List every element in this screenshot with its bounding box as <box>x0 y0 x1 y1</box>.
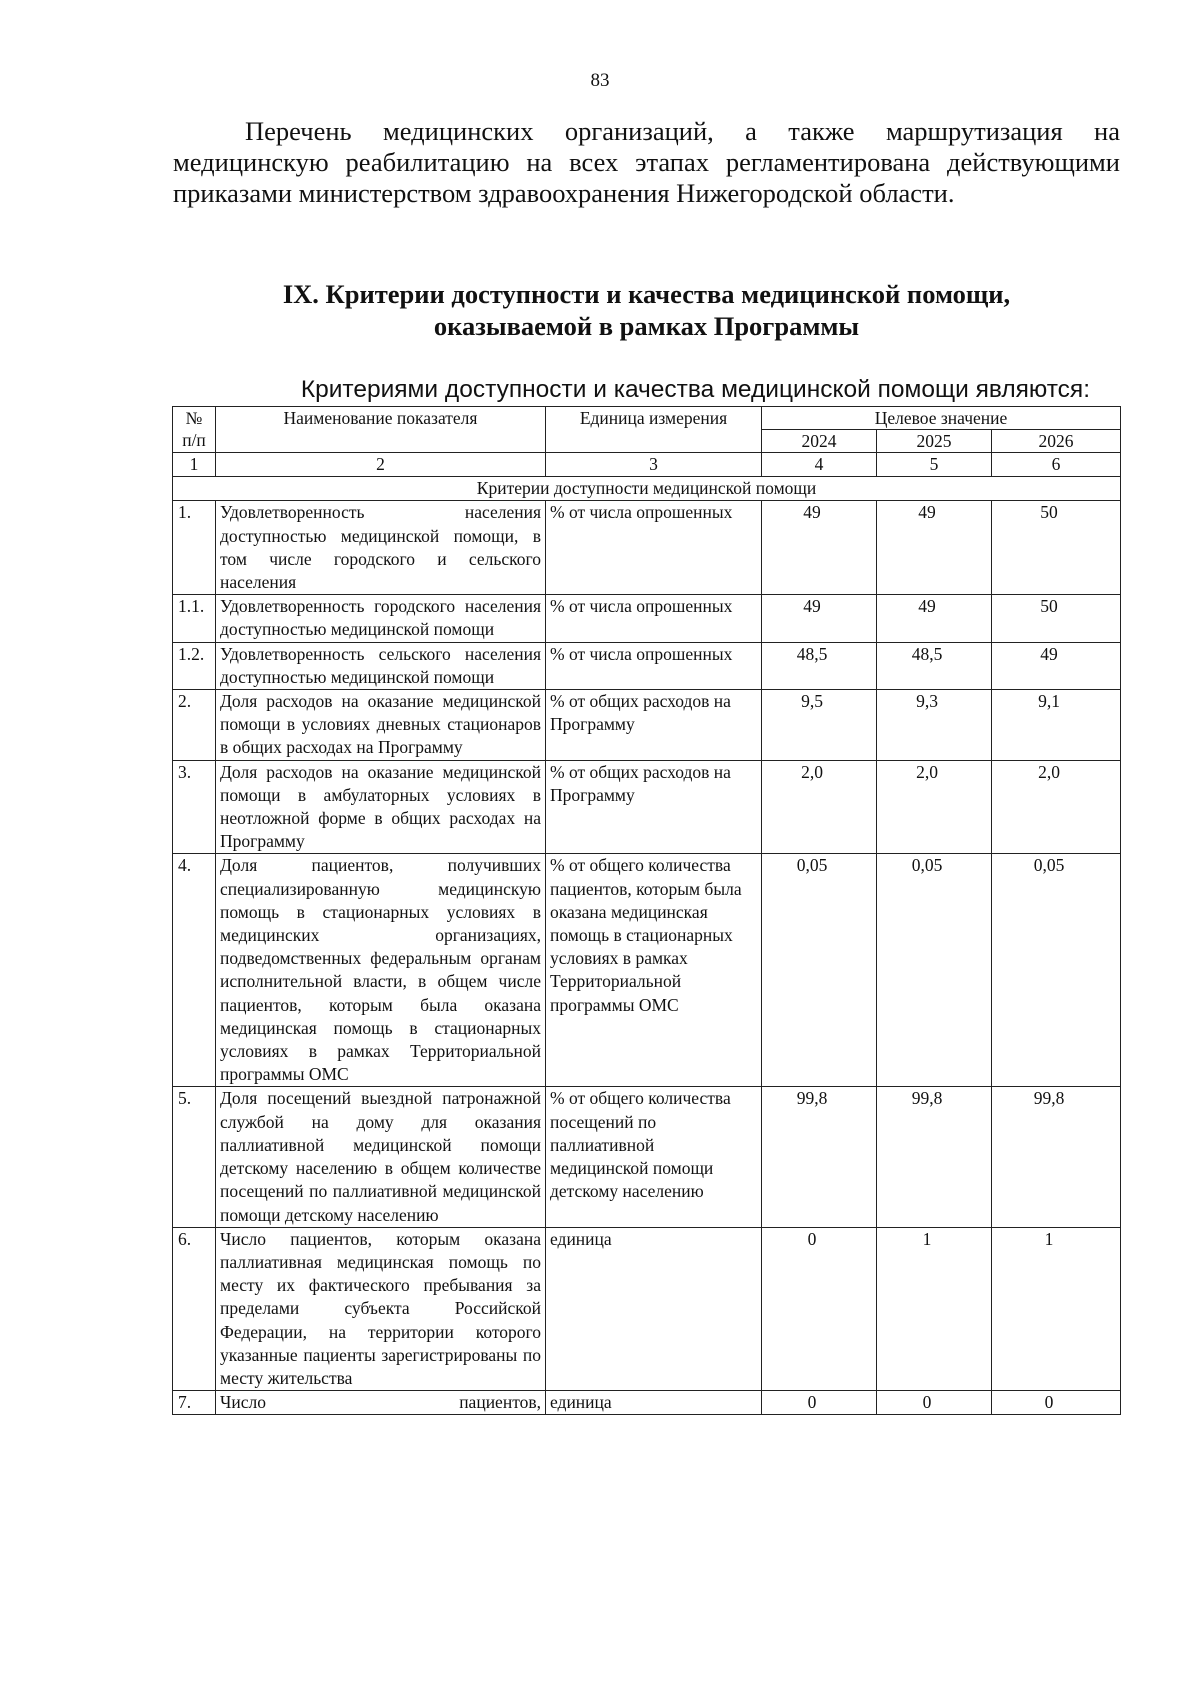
row-indicator: Доля посещений выездной патронажной службой на дому для оказания паллиативной медицинской помощи детскому населению в общем количестве посещений по паллиативной медицинской помощи детскому населению <box>216 1087 546 1227</box>
row-indicator: Число пациентов, <box>216 1391 546 1415</box>
row-number: 2. <box>173 690 216 761</box>
row-value-2025: 9,3 <box>877 690 992 761</box>
table-row <box>173 760 1121 854</box>
row-value-2024: 49 <box>762 501 877 595</box>
row-indicator: Удовлетворенность городского населения доступностью медицинской помощи <box>216 595 546 642</box>
row-indicator: Удовлетворенность населения доступностью медицинской помощи, в том числе городского и сельского населения <box>216 501 546 595</box>
row-value-2025: 49 <box>877 595 992 642</box>
row-value-2026: 1 <box>992 1227 1121 1390</box>
column-number: 3 <box>546 453 762 477</box>
row-unit: единица <box>546 1227 762 1390</box>
column-number: 6 <box>992 453 1121 477</box>
column-number: 1 <box>173 453 216 477</box>
row-value-2025: 2,0 <box>877 760 992 854</box>
header-year-2024: 2024 <box>762 430 877 453</box>
row-unit: % от числа опрошенных <box>546 642 762 689</box>
column-numbers-row <box>173 453 1121 477</box>
section-heading-line-1: IX. Критерии доступности и качества медицинской помощи, <box>282 279 1011 309</box>
row-value-2025: 49 <box>877 501 992 595</box>
row-unit: % от общего количества пациентов, которым была оказана медицинская помощь в стационарных условиях в рамках Территориальной программы ОМС <box>546 854 762 1087</box>
section-row <box>173 477 1121 501</box>
header-target: Целевое значение <box>762 407 1121 430</box>
row-value-2024: 0,05 <box>762 854 877 1087</box>
row-value-2025: 48,5 <box>877 642 992 689</box>
row-value-2026: 0,05 <box>992 854 1121 1087</box>
criteria-table <box>172 406 1121 1415</box>
row-number: 7. <box>173 1391 216 1415</box>
header-name: Наименование показателя <box>216 407 546 453</box>
row-value-2024: 99,8 <box>762 1087 877 1227</box>
table-caption: Критериями доступности и качества медицинской помощи являются: <box>300 376 1090 403</box>
row-value-2025: 0,05 <box>877 854 992 1087</box>
header-year-2026: 2026 <box>992 430 1121 453</box>
row-value-2025: 0 <box>877 1391 992 1415</box>
table-row <box>173 501 1121 595</box>
row-value-2026: 50 <box>992 501 1121 595</box>
row-value-2024: 48,5 <box>762 642 877 689</box>
header-row <box>173 407 1121 430</box>
row-unit: % от общего количества посещений по паллиативной медицинской помощи детскому населению <box>546 1087 762 1227</box>
table-row <box>173 595 1121 642</box>
section-heading-line-2: оказываемой в рамках Программы <box>433 311 860 341</box>
page-number: 83 <box>590 70 610 91</box>
column-number: 4 <box>762 453 877 477</box>
table-row <box>173 690 1121 761</box>
header-num: № п/п <box>173 407 216 453</box>
row-indicator: Удовлетворенность сельского населения доступностью медицинской помощи <box>216 642 546 689</box>
row-number: 1.2. <box>173 642 216 689</box>
row-value-2025: 1 <box>877 1227 992 1390</box>
table-row <box>173 1087 1121 1227</box>
row-unit: % от числа опрошенных <box>546 595 762 642</box>
row-value-2026: 99,8 <box>992 1087 1121 1227</box>
row-value-2026: 50 <box>992 595 1121 642</box>
row-number: 1.1. <box>173 595 216 642</box>
row-value-2025: 99,8 <box>877 1087 992 1227</box>
row-indicator: Доля расходов на оказание медицинской помощи в амбулаторных условиях в неотложной форме в общих расходах на Программу <box>216 760 546 854</box>
row-value-2026: 49 <box>992 642 1121 689</box>
row-unit: % от общих расходов на Программу <box>546 690 762 761</box>
table-row <box>173 642 1121 689</box>
row-value-2024: 2,0 <box>762 760 877 854</box>
row-value-2024: 0 <box>762 1227 877 1390</box>
table-row <box>173 1227 1121 1390</box>
row-number: 5. <box>173 1087 216 1227</box>
row-unit: % от числа опрошенных <box>546 501 762 595</box>
row-value-2026: 0 <box>992 1391 1121 1415</box>
row-number: 4. <box>173 854 216 1087</box>
row-number: 3. <box>173 760 216 854</box>
header-unit: Единица измерения <box>546 407 762 453</box>
row-value-2026: 9,1 <box>992 690 1121 761</box>
table-row <box>173 1391 1121 1415</box>
row-indicator: Доля пациентов, получивших специализированную медицинскую помощь в стационарных условиях в медицинских организациях, подведомственных федеральным органам исполнительной власти, в общем числе пациентов, которым была оказана медицинская помощь в стационарных условиях в рамках Территориальной программы ОМС <box>216 854 546 1087</box>
row-value-2026: 2,0 <box>992 760 1121 854</box>
row-value-2024: 9,5 <box>762 690 877 761</box>
row-value-2024: 0 <box>762 1391 877 1415</box>
row-unit: % от общих расходов на Программу <box>546 760 762 854</box>
intro-paragraph: Перечень медицинских организаций, а также маршрутизация на медицинскую реабилитацию на всех этапах регламентирована действующими приказами министерством здравоохранения Нижегородской области. <box>173 116 1120 208</box>
row-number: 1. <box>173 501 216 595</box>
row-unit: единица <box>546 1391 762 1415</box>
row-indicator: Число пациентов, которым оказана паллиативная медицинская помощь по месту их фактического пребывания за пределами субъекта Российской Федерации, на территории которого указанные пациенты зарегистрированы по месту жительства <box>216 1227 546 1390</box>
row-value-2024: 49 <box>762 595 877 642</box>
column-number: 2 <box>216 453 546 477</box>
column-number: 5 <box>877 453 992 477</box>
section-title: Критерии доступности медицинской помощи <box>173 477 1121 501</box>
row-number: 6. <box>173 1227 216 1390</box>
row-indicator: Доля расходов на оказание медицинской помощи в условиях дневных стационаров в общих расходах на Программу <box>216 690 546 761</box>
table-row <box>173 854 1121 1087</box>
header-year-2025: 2025 <box>877 430 992 453</box>
section-heading <box>173 278 1120 342</box>
